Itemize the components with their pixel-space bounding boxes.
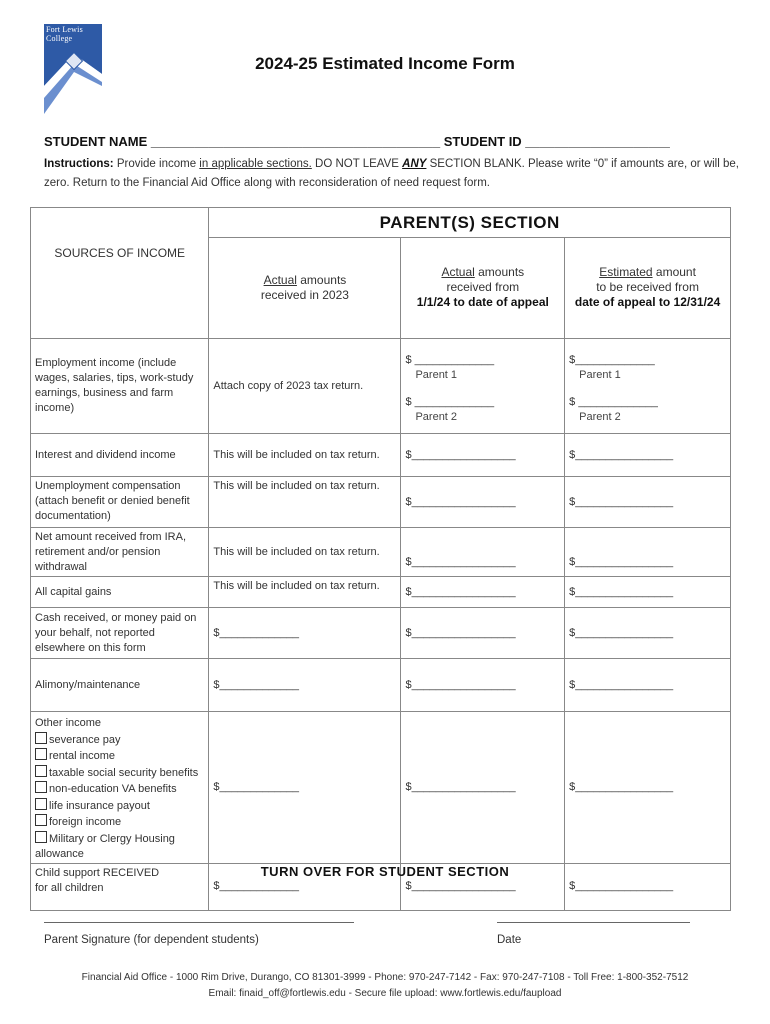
logo-line-2: College <box>46 34 73 43</box>
logo-text <box>46 25 102 43</box>
employment-p2-field[interactable]: $ _____________ <box>405 396 495 408</box>
row-label: Interest and dividend income <box>31 434 209 477</box>
turn-over-note: TURN OVER FOR STUDENT SECTION <box>260 864 510 879</box>
date-label: Date <box>497 934 522 946</box>
employment-p2-field-est[interactable]: $ _____________ <box>569 396 658 408</box>
row-label: Alimony/maintenance <box>31 659 209 712</box>
other-item[interactable]: taxable social security benefits <box>35 765 204 782</box>
child-col3-field[interactable]: $_________________ <box>401 863 565 910</box>
row-col2-field[interactable]: $_____________ <box>209 608 401 659</box>
child-col2-field[interactable]: $_____________ <box>209 863 401 910</box>
other-col2-field[interactable]: $_____________ <box>209 712 401 864</box>
row-col4-field[interactable]: $________________ <box>565 659 731 712</box>
row-col2: This will be included on tax return. <box>209 528 401 577</box>
instructions-label: Instructions: <box>44 158 114 170</box>
checkbox-icon[interactable] <box>35 765 47 777</box>
footer-address: Financial Aid Office - 1000 Rim Drive, Durango, CO 81301-3999 - Phone: 970-247-7142 - Fax: 970-247-7108 - Toll Free: 1-800-352-7512 <box>81 972 689 983</box>
other-col3-field[interactable]: $_________________ <box>401 712 565 864</box>
header-estimated: Estimated amount to be received from date of appeal to 12/31/24 <box>565 237 731 338</box>
row-label: Net amount received from IRA, retirement and/or pension withdrawal <box>31 528 209 577</box>
other-col4-field[interactable]: $________________ <box>565 712 731 864</box>
parent2-label: Parent 2 <box>415 411 458 423</box>
checkbox-icon[interactable] <box>35 814 47 826</box>
parent2-label-est: Parent 2 <box>579 411 621 423</box>
row-col4-field[interactable]: $________________ <box>565 577 731 608</box>
row-col2-field[interactable]: $_____________ <box>209 659 401 712</box>
row-label: Cash received, or money paid on your behalf, not reported elsewhere on this form <box>31 608 209 659</box>
other-item[interactable]: severance pay <box>35 732 204 749</box>
employment-p1-field[interactable]: $ _____________ <box>405 354 495 366</box>
other-item[interactable]: rental income <box>35 748 204 765</box>
employment-col4 <box>565 339 731 434</box>
employment-p1-field-est[interactable]: $_____________ <box>569 354 655 366</box>
checkbox-icon[interactable] <box>35 748 47 760</box>
date-line[interactable] <box>497 922 690 923</box>
row-col3-field[interactable]: $_________________ <box>401 477 565 528</box>
row-col3-field[interactable]: $_________________ <box>401 434 565 477</box>
row-col3-field[interactable]: $_________________ <box>401 528 565 577</box>
instructions-part2: DO NOT LEAVE <box>311 158 403 170</box>
row-col3-field[interactable]: $_________________ <box>401 577 565 608</box>
row-col4-field[interactable]: $________________ <box>565 608 731 659</box>
parent1-label: Parent 1 <box>415 369 458 381</box>
checkbox-icon[interactable] <box>35 798 47 810</box>
child-support-label: Child support RECEIVED for all children <box>31 863 209 910</box>
parent-signature-line[interactable] <box>44 922 354 923</box>
row-col2: This will be included on tax return. <box>209 577 401 608</box>
instructions <box>44 155 744 193</box>
row-label: Unemployment compensation (attach benefit or denied benefit documentation) <box>31 477 209 528</box>
parent-income-table <box>30 207 731 911</box>
student-name-id-line[interactable]: STUDENT NAME ________________________________________ STUDENT ID ____________________ <box>44 134 670 149</box>
other-item-tail: allowance <box>35 848 84 860</box>
row-col4-field[interactable]: $________________ <box>565 528 731 577</box>
row-col4-field[interactable]: $________________ <box>565 434 731 477</box>
instructions-part3: SECTION BLANK. Please write “0” if amounts are, or will be, zero. Return to the Financial Aid Office along with reconsideration of need request form. <box>44 158 739 189</box>
row-col3-field[interactable]: $_________________ <box>401 659 565 712</box>
row-col2: This will be included on tax return. <box>209 477 401 528</box>
other-item[interactable]: Military or Clergy Housing <box>35 831 204 848</box>
row-label: All capital gains <box>31 577 209 608</box>
other-income-cell <box>31 712 209 864</box>
other-item[interactable]: non-education VA benefits <box>35 781 204 798</box>
row-col4-field[interactable]: $________________ <box>565 477 731 528</box>
instructions-any: ANY <box>402 158 427 170</box>
employment-col3 <box>401 339 565 434</box>
footer-contact: Email: finaid_off@fortlewis.edu - Secure file upload: www.fortlewis.edu/faupload <box>208 988 562 999</box>
checkbox-icon[interactable] <box>35 831 47 843</box>
header-actual-2023: Actual amounts received in 2023 <box>209 237 401 338</box>
instructions-underlined: in applicable sections. <box>199 158 312 170</box>
sources-header-label: SOURCES OF INCOME <box>54 246 186 260</box>
logo-line-1: Fort Lewis <box>46 25 83 34</box>
row-col3-field[interactable]: $_________________ <box>401 608 565 659</box>
other-item[interactable]: foreign income <box>35 814 204 831</box>
row-col2: This will be included on tax return. <box>209 434 401 477</box>
checkbox-icon[interactable] <box>35 781 47 793</box>
sources-header <box>31 208 209 339</box>
employment-note: Attach copy of 2023 tax return. <box>209 339 401 434</box>
page-title: 2024-25 Estimated Income Form <box>255 54 515 73</box>
instructions-part1: Provide income <box>113 158 200 170</box>
child-col4-field[interactable]: $________________ <box>565 863 731 910</box>
checkbox-icon[interactable] <box>35 732 47 744</box>
employment-label: Employment income (include wages, salaries, tips, work-study earnings, business and farm income) <box>31 339 209 434</box>
other-income-title: Other income <box>35 717 102 729</box>
other-item[interactable]: life insurance payout <box>35 798 204 815</box>
header-actual-2024: Actual amounts received from 1/1/24 to date of appeal <box>401 237 565 338</box>
section-title: PARENT(S) SECTION <box>209 208 731 238</box>
parent-signature-label: Parent Signature (for dependent students) <box>44 934 259 946</box>
parent1-label-est: Parent 1 <box>579 369 621 381</box>
